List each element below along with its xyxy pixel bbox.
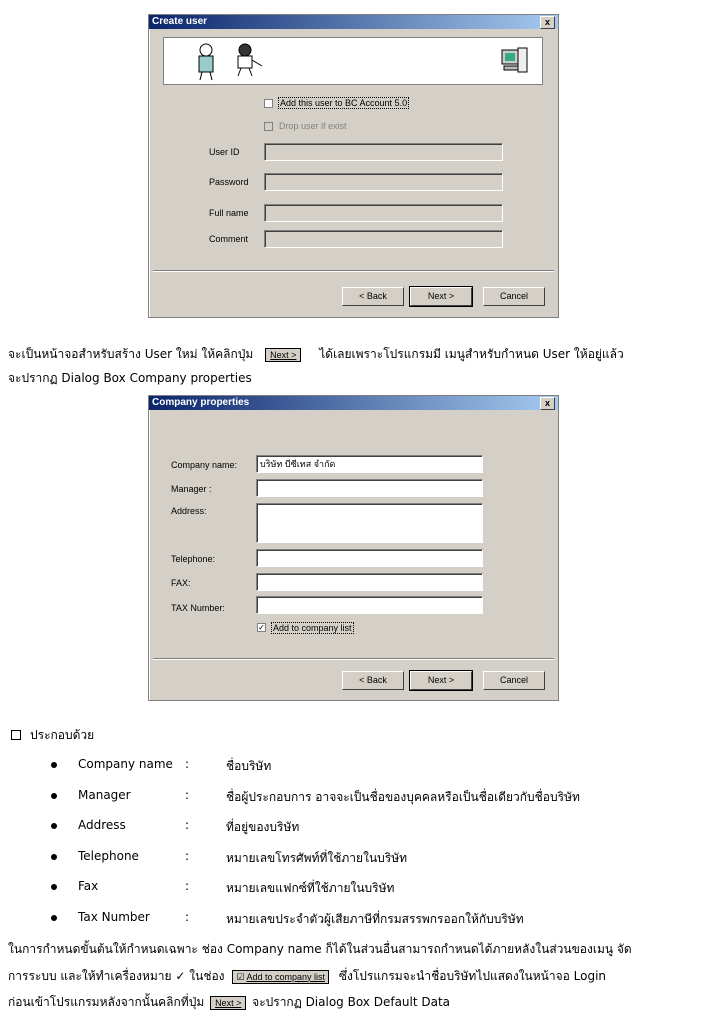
item-desc: ชื่อบริษัท	[226, 759, 272, 773]
separator	[153, 270, 554, 272]
add-to-list-label: Add to company list	[273, 623, 352, 633]
inline-add-to-list-checkbox: ☑ Add to company list	[232, 970, 329, 984]
address-label: Address:	[171, 506, 207, 516]
item-desc: หมายเลขแฟกซ์ที่ใช้ภายในบริษัท	[226, 881, 395, 895]
inline-next-button: Next >	[265, 348, 301, 362]
manager-label: Manager :	[171, 484, 212, 494]
para1-line2: จะปรากฏ Dialog Box Company properties	[8, 371, 252, 385]
fax-label: FAX:	[171, 578, 191, 588]
item-term: Telephone	[78, 848, 139, 863]
add-bc-label: Add this user to BC Account 5.0	[280, 98, 408, 108]
dialog-titlebar	[149, 396, 558, 410]
dialog-title: Company properties	[152, 397, 250, 408]
cancel-button[interactable]: Cancel	[483, 287, 545, 306]
password-field[interactable]	[264, 173, 503, 191]
add-bc-checkbox[interactable]	[264, 99, 273, 108]
people-icon	[190, 40, 290, 84]
bullet-icon	[51, 854, 57, 860]
para1-text-a: จะเป็นหน้าจอสำหรับสร้าง User ใหม่ ให้คลิกปุ่ม	[8, 347, 254, 361]
item-term: Company name	[78, 757, 173, 771]
dialog-title: Create user	[152, 16, 208, 27]
item-colon: :	[185, 879, 190, 893]
company-name-field[interactable]: บริษัท บีซีเทส จำกัด	[256, 455, 483, 473]
item-term: Address	[78, 818, 126, 832]
user-id-field[interactable]	[264, 143, 503, 161]
consists-of-heading: ประกอบด้วย	[30, 728, 95, 742]
cancel-button[interactable]: Cancel	[483, 671, 545, 690]
item-colon: :	[185, 848, 190, 863]
item-desc: ชื่อผู้ประกอบการ อาจจะเป็นชื่อของบุคคลหรือเป็นชื่อเดียวกับชื่อบริษัท	[226, 789, 580, 804]
drop-user-label: Drop user if exist	[279, 121, 347, 131]
item-desc: ที่อยู่ของบริษัท	[226, 820, 300, 834]
item-colon: :	[185, 757, 190, 771]
next-button[interactable]: Next >	[410, 671, 472, 690]
item-desc: หมายเลขโทรศัพท์ที่ใช้ภายในบริษัท	[226, 850, 408, 865]
tax-number-label: TAX Number:	[171, 603, 225, 613]
item-desc: หมายเลขประจำตัวผู้เสียภาษีที่กรมสรรพกรออกให้กับบริษัท	[226, 911, 524, 926]
back-button[interactable]: < Back	[342, 287, 404, 306]
full-name-label: Full name	[209, 208, 249, 218]
company-properties-dialog	[148, 395, 559, 701]
close-button[interactable]: x	[540, 16, 555, 29]
item-term: Fax	[78, 879, 99, 893]
comment-label: Comment	[209, 234, 249, 244]
close-button[interactable]: x	[540, 397, 555, 410]
create-user-dialog	[148, 14, 559, 318]
bullet-icon	[51, 793, 57, 799]
bullet-icon	[51, 823, 57, 829]
dialog-titlebar	[149, 15, 558, 29]
para2-text-b: จะปรากฏ Dialog Box Default Data	[252, 995, 451, 1009]
tax-number-field[interactable]	[256, 596, 483, 614]
comment-field[interactable]	[264, 230, 503, 248]
square-bullet-icon	[11, 730, 21, 740]
para2-text-b: ซึ่งโปรแกรมจะนำชื่อบริษัทไปแสดงในหน้าจอ Login	[338, 969, 607, 983]
telephone-field[interactable]	[256, 549, 483, 567]
para1-line1	[8, 345, 624, 364]
bullet-icon	[51, 762, 57, 768]
para2-line3	[8, 993, 450, 1012]
inline-next-button: Next >	[210, 996, 246, 1010]
item-term: Tax Number	[78, 909, 150, 924]
para2-line2	[8, 967, 606, 986]
add-to-list-checkbox[interactable]: ✓	[258, 623, 265, 632]
bullet-icon	[51, 884, 57, 890]
para2-line1: ในการกำหนดขั้นต้นให้กำหนดเฉพาะ ช่อง Company name ก็ได้ในส่วนอื่นสามารถกำหนดได้ภายหลังในส่วนของเมนู จัด	[8, 942, 632, 956]
item-colon: :	[185, 787, 190, 802]
fax-field[interactable]	[256, 573, 483, 591]
para1-text-b: ได้เลยเพราะโปรแกรมมี เมนูสำหรับกำหนด User ให้อยู่แล้ว	[319, 347, 624, 361]
full-name-field[interactable]	[264, 204, 503, 222]
item-colon: :	[185, 909, 190, 924]
back-button[interactable]: < Back	[342, 671, 404, 690]
user-id-label: User ID	[209, 147, 240, 157]
item-term: Manager	[78, 787, 131, 802]
para2-text-a: การระบบ และให้ทำเครื่องหมาย ✓ ในช่อง	[8, 969, 225, 983]
computer-icon	[500, 46, 530, 76]
telephone-label: Telephone:	[171, 554, 216, 564]
drop-user-checkbox[interactable]	[264, 122, 273, 131]
item-colon: :	[185, 818, 190, 832]
banner	[163, 37, 543, 85]
password-label: Password	[209, 177, 249, 187]
next-button[interactable]: Next >	[410, 287, 472, 306]
bullet-icon	[51, 915, 57, 921]
manager-field[interactable]	[256, 479, 483, 497]
separator	[153, 658, 554, 660]
address-field[interactable]	[256, 503, 483, 543]
company-name-label: Company name:	[171, 460, 238, 470]
para2-text-a: ก่อนเข้าโปรแกรมหลังจากนั้นคลิกที่ปุ่ม	[8, 995, 205, 1009]
